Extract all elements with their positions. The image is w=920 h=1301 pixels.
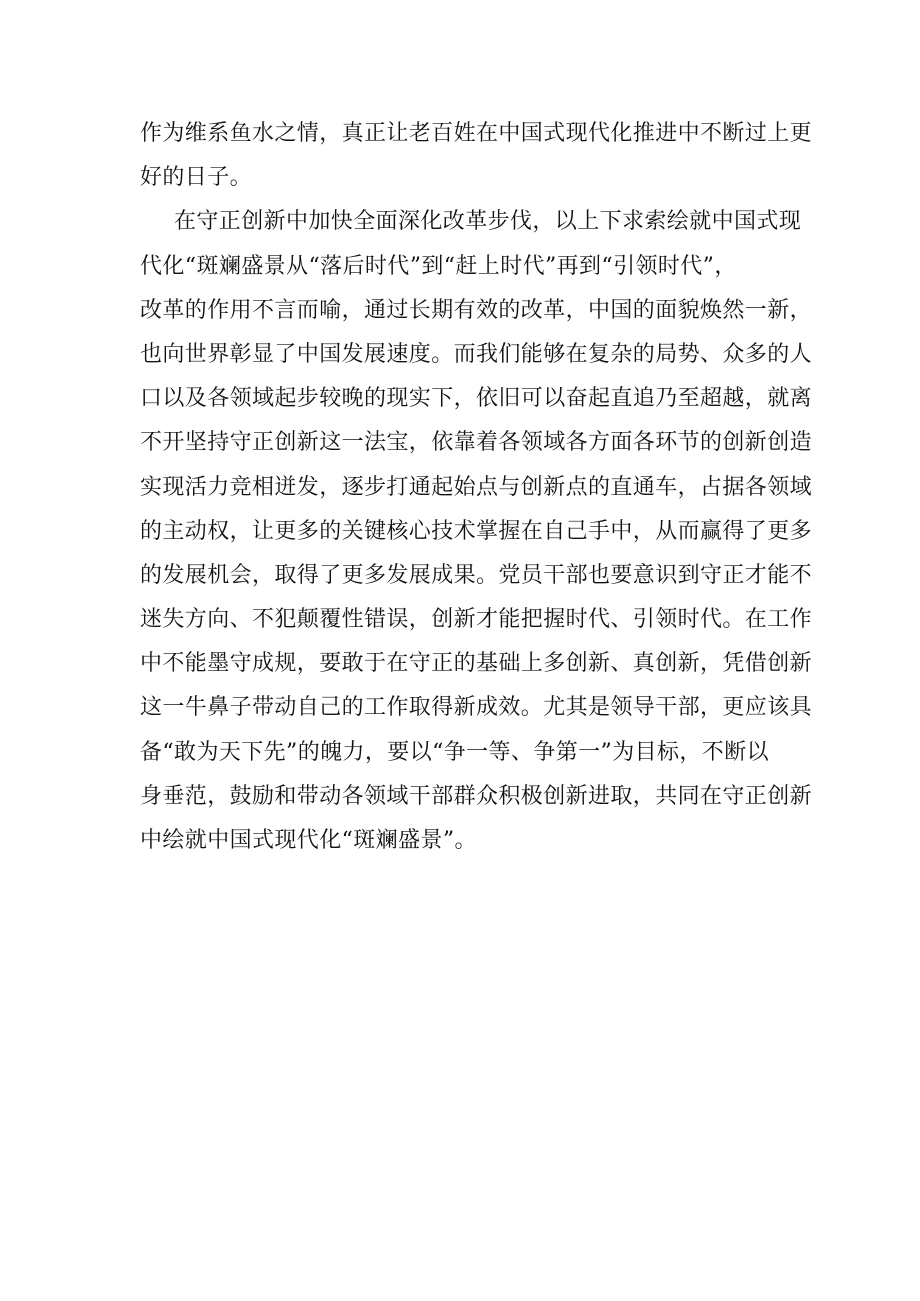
paragraph-2-line: 身垂范，鼓励和带动各领域干部群众积极创新进取，共同在守正创新 xyxy=(140,783,813,809)
paragraph-2-line: 备“敢为天下先”的魄力，要以“争一等、争第一”为目标，不断以 xyxy=(140,739,769,765)
paragraph-2-line: 改革的作用不言而喻，通过长期有效的改革，中国的面貌焕然一新， xyxy=(140,297,813,323)
paragraph-2 xyxy=(140,200,813,863)
paragraph-2-line: 的主动权，让更多的关键核心技术掌握在自己手中，从而赢得了更多 xyxy=(140,518,813,544)
paragraph-2-line: 也向世界彰显了中国发展速度。而我们能够在复杂的局势、众多的人 xyxy=(140,341,813,367)
paragraph-2-line: 这一牛鼻子带动自己的工作取得新成效。尤其是领导干部，更应该具 xyxy=(140,695,813,721)
paragraph-2-line: 实现活力竞相迸发，逐步打通起始点与创新点的直通车，占据各领域 xyxy=(140,474,813,500)
paragraph-1 xyxy=(140,112,813,200)
paragraph-1-line: 作为维系鱼水之情，真正让老百姓在中国式现代化推进中不断过上更 xyxy=(140,121,813,146)
paragraph-2-line: 迷失方向、不犯颠覆性错误，创新才能把握时代、引领时代。在工作 xyxy=(140,607,813,633)
paragraph-2-line: 在守正创新中加快全面深化改革步伐，以上下求索绘就中国式现 xyxy=(174,209,802,235)
paragraph-2-line: 中不能墨守成规，要敢于在守正的基础上多创新、真创新，凭借创新 xyxy=(140,651,813,677)
document-body xyxy=(140,112,813,863)
paragraph-2-line: 的发展机会，取得了更多发展成果。党员干部也要意识到守正才能不 xyxy=(140,562,813,588)
paragraph-2-line: 不开坚持守正创新这一法宝，依靠着各领域各方面各环节的创新创造 xyxy=(140,430,813,456)
paragraph-2-line: 中绘就中国式现代化“斑斓盛景”。 xyxy=(140,828,477,853)
paragraph-1-line: 好的日子。 xyxy=(140,165,253,191)
paragraph-2-line: 代化“斑斓盛景从“落后时代”到“赶上时代”再到“引领时代”， xyxy=(140,253,737,279)
paragraph-2-line: 口以及各领域起步较晚的现实下，依旧可以奋起直追乃至超越，就离 xyxy=(140,386,813,412)
